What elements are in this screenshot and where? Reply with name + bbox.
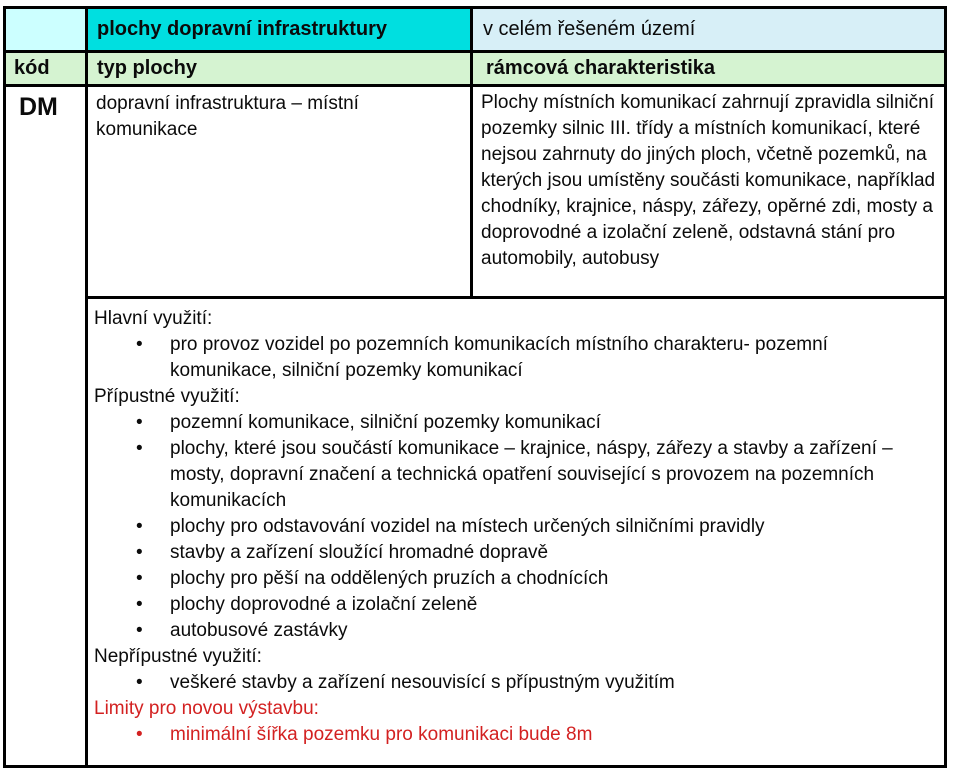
table-title: plochy dopravní infrastruktury: [97, 18, 388, 40]
bullet-icon: •: [136, 620, 143, 641]
section-label: Hlavní využití:: [94, 308, 213, 329]
list-item: [91, 670, 934, 696]
bullet-icon: •: [136, 438, 143, 459]
table-scope-cell: [473, 9, 944, 53]
column-header-characteristic: rámcová charakteristika: [473, 53, 944, 87]
column-header-code: kód: [6, 53, 88, 87]
type-cell: [88, 87, 473, 299]
section-permitted-use: [91, 384, 934, 644]
type-value: dopravní infrastruktura – místní komunikace: [96, 93, 359, 140]
bullet-icon: •: [136, 594, 143, 615]
bullet-icon: •: [136, 516, 143, 537]
bullet-icon: •: [136, 568, 143, 589]
table-scope: v celém řešeném území: [483, 18, 696, 40]
section-label: Přípustné využití:: [94, 386, 240, 407]
table-title-cell: [88, 9, 473, 53]
list-item: [91, 436, 934, 514]
code-value: DM: [19, 93, 58, 121]
list-item-text: plochy doprovodné a izolační zeleně: [170, 594, 478, 615]
section-label: Limity pro novou výstavbu:: [94, 698, 319, 719]
section-impermissible-use: [91, 644, 934, 696]
header-empty-cell: [6, 9, 88, 53]
list-item-text: pozemní komunikace, silniční pozemky komunikací: [170, 412, 601, 433]
list-item-text: plochy pro pěší na oddělených pruzích a chodnících: [170, 568, 609, 589]
characteristic-value: Plochy místních komunikací zahrnují zpravidla silniční pozemky silnic III. třídy a místních komunikací, které nejsou zahrnuty do jiných ploch, včetně pozemků, na kterých jsou umístěny součásti komunikace, například chodníky, krajnice, náspy, zářezy, opěrné zdi, mosty a doprovodné a izolační zeleně, odstavná stání pro automobily, autobusy: [481, 92, 936, 269]
list-item: [91, 410, 934, 436]
characteristic-cell: [473, 87, 944, 299]
list-item-text: veškeré stavby a zařízení nesouvisící s přípustným využitím: [170, 672, 675, 693]
list-item: [91, 618, 934, 644]
list-item: [91, 592, 934, 618]
bullet-icon: •: [136, 724, 143, 745]
code-cell: [6, 87, 88, 765]
section-limits-new-construction: [91, 696, 934, 748]
list-item-text: minimální šířka pozemku pro komunikaci bude 8m: [170, 724, 593, 745]
bullet-icon: •: [136, 412, 143, 433]
section-main-use: [91, 306, 934, 384]
column-header-type: typ plochy: [88, 53, 473, 87]
list-item-text: stavby a zařízení sloužící hromadné dopravě: [170, 542, 549, 563]
list-item-text: plochy pro odstavování vozidel na místech určených silničními pravidly: [170, 516, 765, 537]
list-item: [91, 540, 934, 566]
bullet-icon: •: [136, 334, 143, 355]
list-item: [91, 566, 934, 592]
zoning-table: [3, 6, 947, 768]
list-item: [91, 722, 934, 748]
list-item-text: plochy, které jsou součástí komunikace – krajnice, náspy, zářezy a stavby a zařízení – mosty, dopravní značení a technická opatření související s provozem na pozemních komunikacích: [170, 438, 893, 511]
bullet-icon: •: [136, 542, 143, 563]
section-label: Nepřípustné využití:: [94, 646, 262, 667]
bullet-icon: •: [136, 672, 143, 693]
list-item-text: autobusové zastávky: [170, 620, 348, 641]
usage-cell: [88, 299, 944, 765]
list-item: [91, 332, 934, 384]
list-item-text: pro provoz vozidel po pozemních komunikacích místního charakteru- pozemní komunikace, silniční pozemky komunikací: [170, 334, 828, 381]
list-item: [91, 514, 934, 540]
